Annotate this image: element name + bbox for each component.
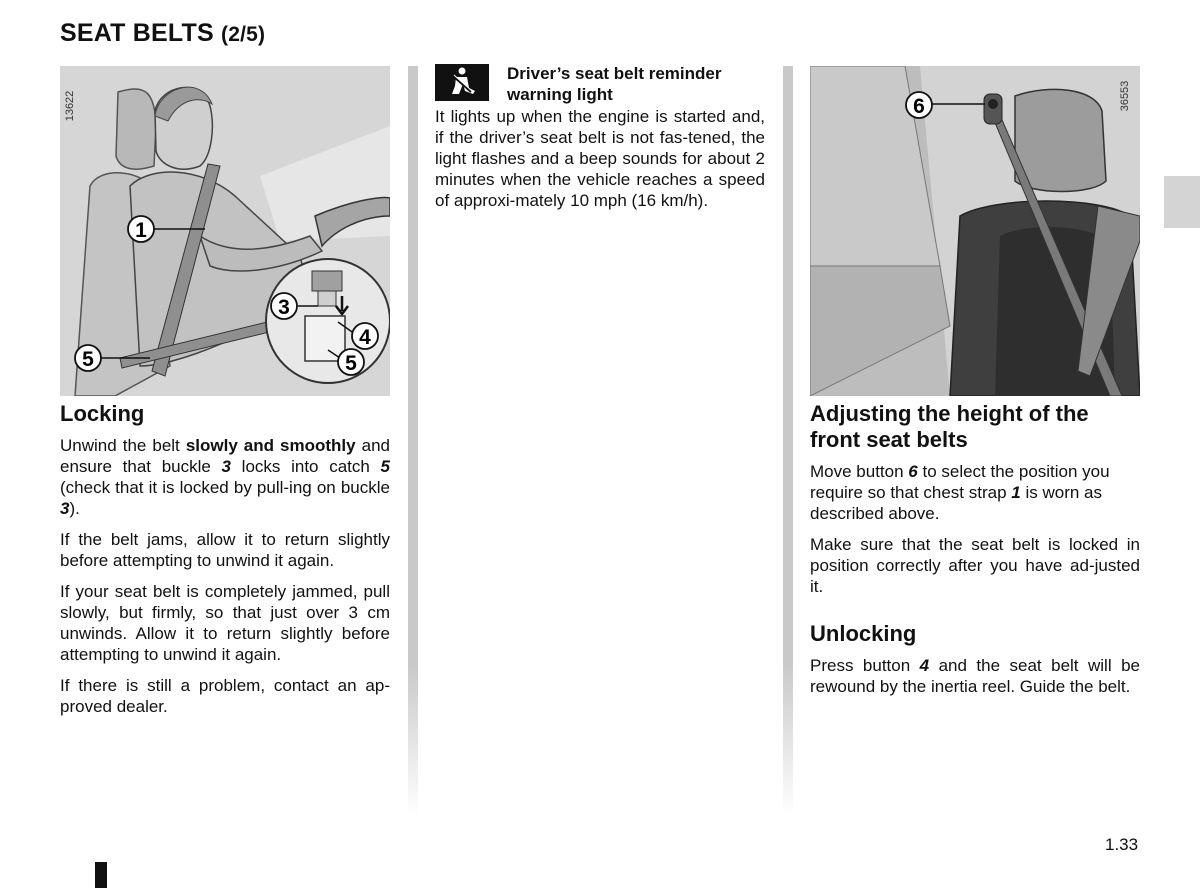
column-divider [783, 66, 793, 816]
adjusting-heading: Adjusting the height of the front seat belts [810, 401, 1089, 452]
callout-5-inset [338, 349, 364, 375]
svg-text:5: 5 [82, 348, 94, 371]
page-title [60, 19, 265, 48]
locking-section [60, 401, 390, 727]
locking-paragraph-2: If the belt jams, allow it to return slightly before attempting to unwind it again. [60, 530, 390, 570]
locking-heading: Locking [60, 401, 145, 426]
adjusting-paragraph-2: Make sure that the seat belt is locked in position correctly after you have ad-justed it. [810, 535, 1140, 596]
reminder-section [435, 63, 765, 221]
page-number: 1.33 [1105, 835, 1139, 854]
seat-belt-warning-icon [435, 64, 489, 101]
page-edge-mark [95, 862, 107, 888]
adjuster-drawing [810, 66, 1140, 396]
svg-text:6: 6 [913, 95, 925, 118]
reminder-header [435, 63, 765, 105]
locking-paragraph-1: Unwind the belt slowly and smoothly and ensure that buckle 3 locks into catch 5 (check that it is locked by pull-ing on buckle 3). [60, 436, 390, 518]
adjusting-paragraph-1: Move button 6 to select the position you require so that chest strap 1 is worn as described above. [810, 462, 1110, 523]
svg-text:5: 5 [345, 352, 357, 375]
svg-text:3: 3 [278, 296, 290, 319]
callout-5 [75, 345, 101, 371]
reminder-text: It lights up when the engine is started and, if the driver’s seat belt is not fas-tened, the light flashes and a beep sounds for about 2 minutes when the vehicle reaches a speed of approxi-mately 10 mph (16 km/h). [435, 107, 765, 210]
unlocking-heading: Unlocking [810, 621, 917, 646]
svg-text:4: 4 [359, 326, 371, 349]
page-title-text: SEAT BELTS [60, 19, 214, 47]
figure-code: 13622 [64, 90, 76, 122]
page-part: (2/5) [221, 23, 266, 46]
driver-drawing [60, 66, 390, 396]
callout-6 [906, 92, 932, 118]
section-tab [1164, 176, 1200, 228]
seat-belt-driver-illustration [60, 66, 390, 396]
unlocking-paragraph: Press button 4 and the seat belt will be rewound by the inertia reel. Guide the belt. [810, 656, 1140, 696]
callout-1 [128, 216, 154, 242]
figure-code: 36553 [1119, 80, 1131, 112]
svg-text:1: 1 [135, 219, 147, 242]
belt-height-adjuster-illustration [810, 66, 1140, 396]
callout-3 [271, 293, 297, 319]
locking-paragraph-3: If your seat belt is completely jammed, pull slowly, but firmly, so that just over 3 cm unwinds. Allow it to return slightly before attempting to unwind it again. [60, 582, 390, 664]
reminder-title: Driver’s seat belt reminder warning light [507, 64, 722, 104]
locking-paragraph-4: If there is still a problem, contact an ap-proved dealer. [60, 676, 390, 716]
column-divider [408, 66, 418, 816]
adjusting-section [810, 401, 1140, 707]
callout-4 [352, 323, 378, 349]
